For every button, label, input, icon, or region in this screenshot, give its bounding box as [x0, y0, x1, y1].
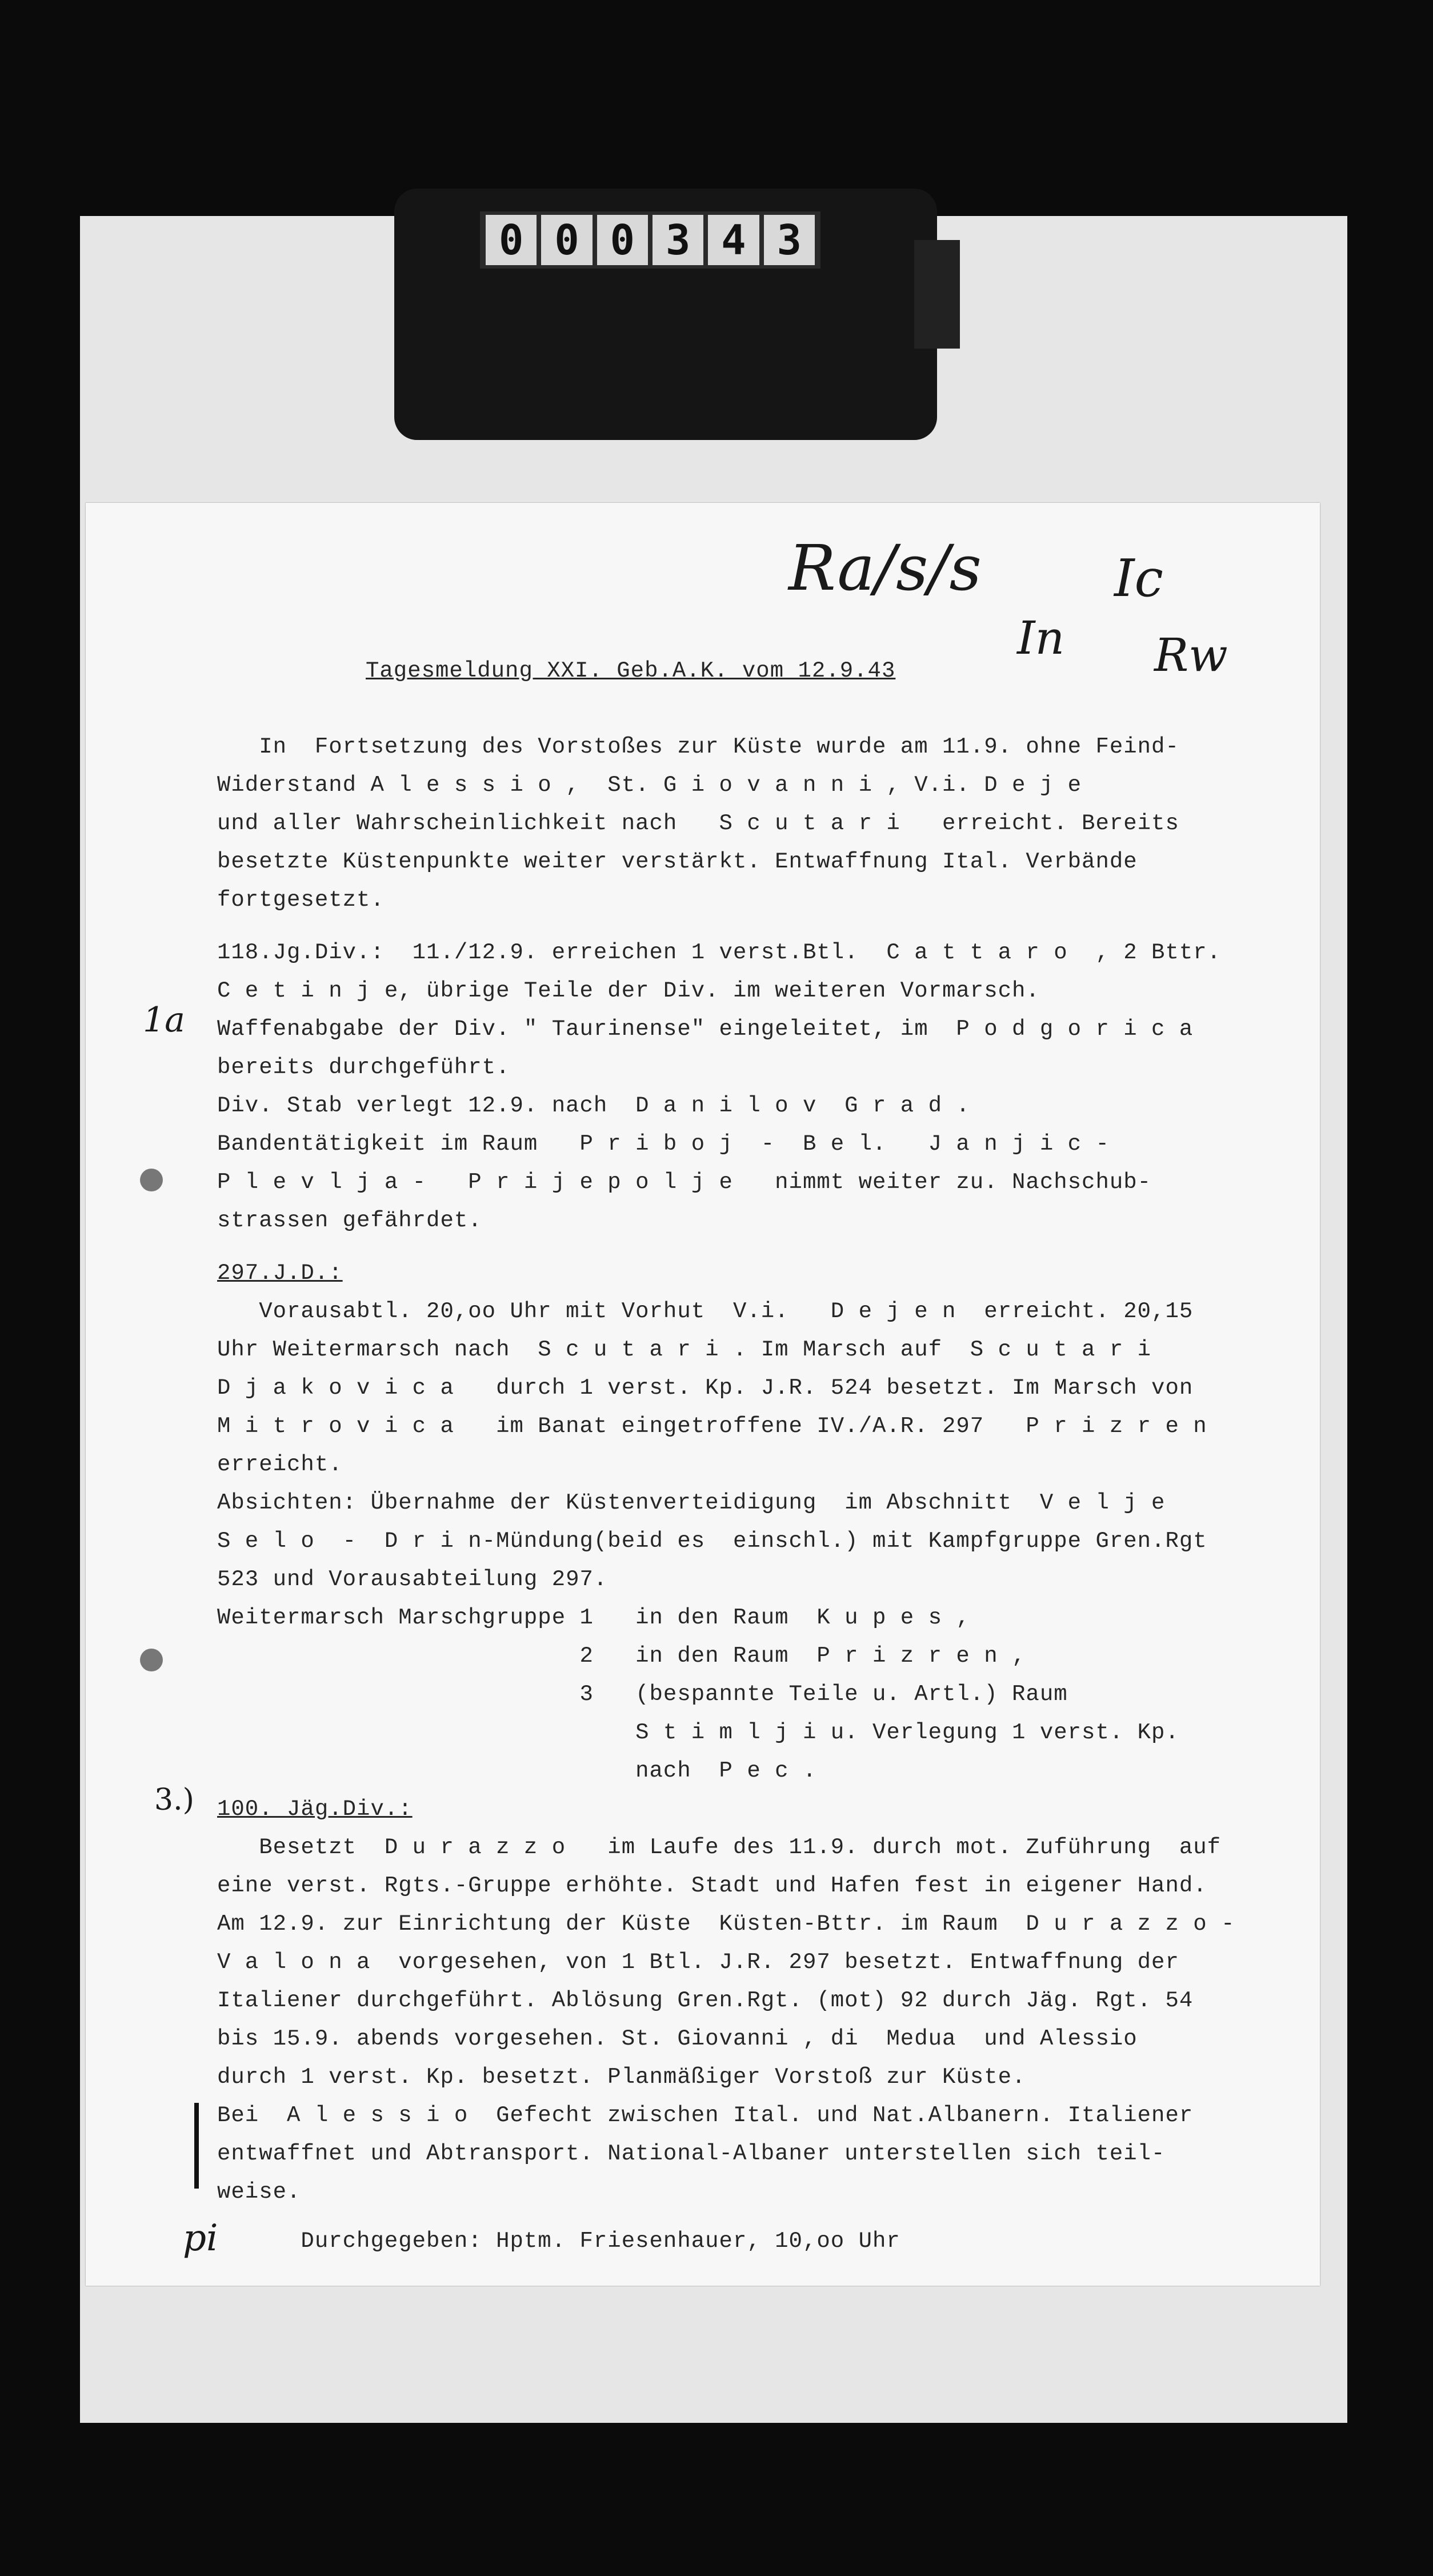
- text-line: M i t r o v i c a im Banat eingetroffene IV./A.R. 297 P r i z r e n: [217, 1414, 1207, 1439]
- text-line: Widerstand A l e s s i o , St. G i o v a n n i , V.i. D e j e: [217, 773, 1082, 798]
- handwritten-mark: Rw: [1154, 629, 1228, 682]
- text-line: In Fortsetzung des Vorstoßes zur Küste wurde am 11.9. ohne Feind-: [217, 734, 1179, 759]
- handwritten-ic: Ic: [1114, 549, 1163, 609]
- text-line: nach P e c .: [217, 1758, 817, 1783]
- counter-knob: [914, 240, 960, 349]
- text-line: Absichten: Übernahme der Küstenverteidigung im Abschnitt V e l j e: [217, 1490, 1166, 1515]
- text-line: V a l o n a vorgesehen, von 1 Btl. J.R. 297 besetzt. Entwaffnung der: [217, 1950, 1179, 1975]
- text-line: fortgesetzt.: [217, 887, 385, 913]
- document-title: Tagesmeldung XXI. Geb.A.K. vom 12.9.43: [366, 658, 896, 683]
- text-line: Am 12.9. zur Einrichtung der Küste Küsten-Bttr. im Raum D u r a z z o -: [217, 1911, 1235, 1937]
- text-line: eine verst. Rgts.-Gruppe erhöhte. Stadt und Hafen fest in eigener Hand.: [217, 1873, 1207, 1898]
- text-line: Waffenabgabe der Div. " Taurinense" eingeleitet, im P o d g o r i c a: [217, 1017, 1194, 1042]
- text-line: durch 1 verst. Kp. besetzt. Planmäßiger Vorstoß zur Küste.: [217, 2065, 1026, 2090]
- text-line: Bandentätigkeit im Raum P r i b o j - B e l. J a n j i c -: [217, 1131, 1110, 1157]
- document-sheet: [86, 503, 1320, 2286]
- margin-note-3: 3.): [154, 1783, 194, 1817]
- text-line: C e t i n j e, übrige Teile der Div. im weiteren Vormarsch.: [217, 978, 1040, 1003]
- handwritten-initials: Ra/s/s: [788, 531, 982, 605]
- text-line: P l e v l j a - P r i j e p o l j e nimmt weiter zu. Nachschub-: [217, 1170, 1152, 1195]
- text-line: 118.Jg.Div.: 11./12.9. erreichen 1 verst.Btl. C a t t a r o , 2 Bttr.: [217, 940, 1222, 965]
- section-heading: 100. Jäg.Div.:: [217, 1797, 413, 1822]
- punch-hole: [140, 1649, 163, 1671]
- text-line: strassen gefährdet.: [217, 1208, 482, 1233]
- text-line: 523 und Vorausabteilung 297.: [217, 1567, 608, 1592]
- text-line: S e l o - D r i n-Mündung(beid es einschl.) mit Kampfgruppe Gren.Rgt: [217, 1529, 1207, 1554]
- text-line: besetzte Küstenpunkte weiter verstärkt. Entwaffnung Ital. Verbände: [217, 849, 1138, 874]
- text-line: 2 in den Raum P r i z r e n ,: [217, 1643, 1026, 1669]
- frame-counter: [480, 211, 820, 269]
- text-line: Bei A l e s s i o Gefecht zwischen Ital. und Nat.Albanern. Italiener: [217, 2103, 1194, 2128]
- counter-digit: 0: [486, 215, 537, 265]
- text-line: Italiener durchgeführt. Ablösung Gren.Rgt. (mot) 92 durch Jäg. Rgt. 54: [217, 1988, 1194, 2013]
- text-line: entwaffnet und Abtransport. National-Albaner unterstellen sich teil-: [217, 2141, 1166, 2166]
- counter-digit: 0: [597, 215, 648, 265]
- text-line: und aller Wahrscheinlichkeit nach S c u t a r i erreicht. Bereits: [217, 811, 1179, 836]
- section-heading: 297.J.D.:: [217, 1261, 343, 1286]
- text-line: Vorausabtl. 20,oo Uhr mit Vorhut V.i. D e j e n erreicht. 20,15: [217, 1299, 1194, 1324]
- transmission-note: Durchgegeben: Hptm. Friesenhauer, 10,oo Uhr: [217, 2229, 900, 2254]
- text-line: Div. Stab verlegt 12.9. nach D a n i l o v G r a d .: [217, 1093, 970, 1118]
- text-line: bereits durchgeführt.: [217, 1055, 510, 1080]
- text-line: 3 (bespannte Teile u. Artl.) Raum: [217, 1682, 1068, 1707]
- punch-hole: [140, 1169, 163, 1191]
- text-line: Weitermarsch Marschgruppe 1 in den Raum K u p e s ,: [217, 1605, 970, 1630]
- text-line: S t i m l j i u. Verlegung 1 verst. Kp.: [217, 1720, 1179, 1745]
- margin-note-1a: 1a: [143, 1000, 185, 1040]
- text-line: bis 15.9. abends vorgesehen. St. Giovanni , di Medua und Alessio: [217, 2026, 1138, 2051]
- counter-digit: 0: [541, 215, 592, 265]
- text-line: Besetzt D u r a z z o im Laufe des 11.9. durch mot. Zuführung auf: [217, 1835, 1222, 1860]
- margin-bar: [194, 2103, 199, 2189]
- counter-digit: 3: [653, 215, 703, 265]
- handwritten-mark: In: [1017, 611, 1065, 665]
- counter-digit: 3: [764, 215, 815, 265]
- handwritten-mark-bottom: pi: [183, 2217, 218, 2259]
- text-line: D j a k o v i c a durch 1 verst. Kp. J.R. 524 besetzt. Im Marsch von: [217, 1375, 1194, 1401]
- text-line: Uhr Weitermarsch nach S c u t a r i . Im Marsch auf S c u t a r i: [217, 1337, 1152, 1362]
- text-line: erreicht.: [217, 1452, 343, 1477]
- text-line: weise.: [217, 2179, 301, 2205]
- counter-digit: 4: [708, 215, 759, 265]
